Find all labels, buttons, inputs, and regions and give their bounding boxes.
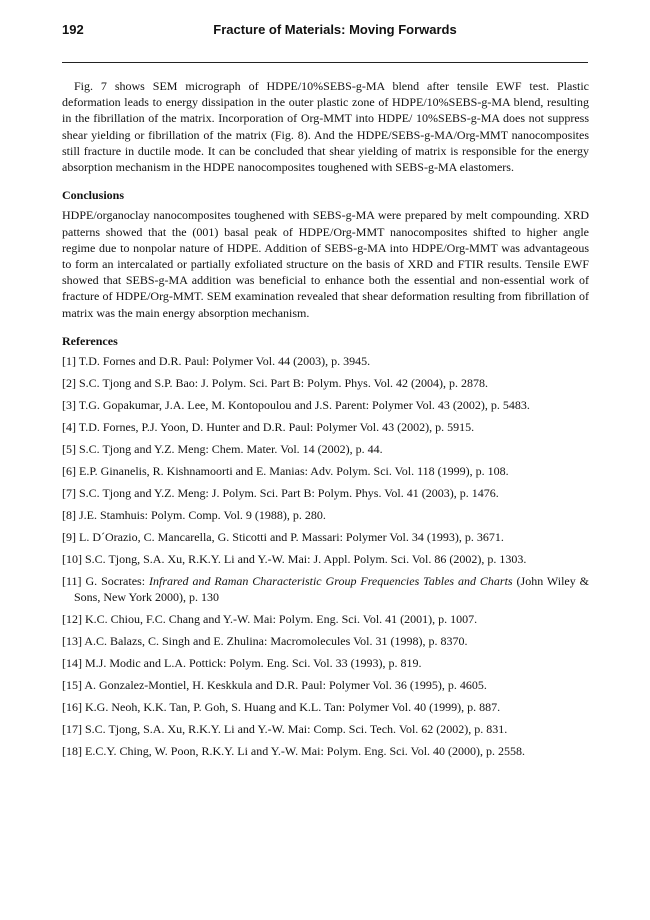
reference-item: [13] A.C. Balazs, C. Singh and E. Zhulina: Macromolecules Vol. 31 (1998), p. 8370. — [62, 634, 468, 649]
reference-item: [1] T.D. Fornes and D.R. Paul: Polymer Vol. 44 (2003), p. 3945. — [62, 354, 371, 369]
running-title: Fracture of Materials: Moving Forwards — [213, 22, 457, 37]
reference-item: [3] T.G. Gopakumar, J.A. Lee, M. Kontopoulou and J.S. Parent: Polymer Vol. 43 (2002), p. 5483. — [62, 398, 530, 413]
reference-list — [62, 353, 589, 759]
intro-paragraph: Fig. 7 shows SEM micrograph of HDPE/10%SEBS-g-MA blend after tensile EWF test. Plastic deformation leads to energy dissipation in the outer plastic zone of HDPE/10%SEBS-g-MA blend, resulting in the fibrillation of the matrix. Incorporation of Org-MMT into HDPE/ 10%SEBS-g-MA does not suppress shear yielding or fibrillation of the matrix (Fig. 8). And the HDPE/SEBS-g-MA/Org-MMT nanocomposites still fracture in ductile mode. It can be concluded that shear yielding of matrix is responsible for the energy absorption mechanism in the HDPE nanocomposites toughened with SEBS-g-MA elastomers. — [62, 79, 589, 175]
conclusions-heading: Conclusions — [62, 188, 125, 203]
reference-item: [8] J.E. Stamhuis: Polym. Comp. Vol. 9 (1988), p. 280. — [62, 508, 326, 523]
reference-item: [9] L. D´Orazio, C. Mancarella, G. Sticotti and P. Massari: Polymer Vol. 34 (1993), p. 3671. — [62, 530, 504, 545]
reference-item: [15] A. Gonzalez-Montiel, H. Keskkula and D.R. Paul: Polymer Vol. 36 (1995), p. 4605. — [62, 678, 487, 693]
main-content — [62, 78, 589, 759]
reference-item: [5] S.C. Tjong and Y.Z. Meng: Chem. Mater. Vol. 14 (2002), p. 44. — [62, 442, 383, 457]
reference-11-publisher: (John Wiley & Sons, New York 2000), p. 130 — [74, 574, 590, 605]
reference-item: [4] T.D. Fornes, P.J. Yoon, D. Hunter and D.R. Paul: Polymer Vol. 43 (2002), p. 5915. — [62, 420, 475, 435]
reference-item: [7] S.C. Tjong and Y.Z. Meng: J. Polym. Sci. Part B: Polym. Phys. Vol. 41 (2003), p. 1476. — [62, 486, 499, 501]
reference-11-title: Infrared and Raman Characteristic Group Frequencies Tables and Charts — [148, 574, 513, 589]
page-header — [62, 22, 588, 42]
reference-item — [62, 573, 589, 605]
conclusions-paragraph: HDPE/organoclay nanocomposites toughened with SEBS-g-MA were prepared by melt compounding. XRD patterns showed that the (001) basal peak of HDPE/Org-MMT nanocomposites shifted to higher angle regime due to nonpolar nature of HDPE. Addition of SEBS-g-MA into HDPE/Org-MMT was advantageous to form an intercalated or partially exfoliated structure on the basis of XRD and FTIR results. Tensile EWF showed that SEBS-g-MA addition was beneficial to enhance both the essential and non-essential work of fracture of HDPE/Org-MMT. SEM examination revealed that shear deformation resulting from fibrillation of matrix was the main energy absorption mechanism. — [62, 208, 589, 320]
reference-item: [12] K.C. Chiou, F.C. Chang and Y.-W. Mai: Polym. Eng. Sci. Vol. 41 (2001), p. 1007. — [62, 612, 478, 627]
reference-item: [6] E.P. Ginanelis, R. Kishnamoorti and E. Manias: Adv. Polym. Sci. Vol. 118 (1999), p. 108. — [62, 464, 509, 479]
reference-item: [14] M.J. Modic and L.A. Pottick: Polym. Eng. Sci. Vol. 33 (1993), p. 819. — [62, 656, 422, 671]
reference-11-author: [11] G. Socrates: — [62, 574, 149, 589]
page-number: 192 — [62, 22, 84, 37]
reference-item: [2] S.C. Tjong and S.P. Bao: J. Polym. Sci. Part B: Polym. Phys. Vol. 42 (2004), p. 2878. — [62, 376, 489, 391]
reference-item: [18] E.C.Y. Ching, W. Poon, R.K.Y. Li and Y.-W. Mai: Polym. Eng. Sci. Vol. 40 (2000), p. 2558. — [62, 744, 526, 759]
references-heading: References — [62, 333, 118, 348]
reference-item: [17] S.C. Tjong, S.A. Xu, R.K.Y. Li and Y.-W. Mai: Comp. Sci. Tech. Vol. 62 (2002), p. 831. — [62, 722, 508, 737]
reference-item: [16] K.G. Neoh, K.K. Tan, P. Goh, S. Huang and K.L. Tan: Polymer Vol. 40 (1999), p. 887. — [62, 700, 501, 715]
reference-item: [10] S.C. Tjong, S.A. Xu, R.K.Y. Li and Y.-W. Mai: J. Appl. Polym. Sci. Vol. 86 (2002), p. 1303. — [62, 552, 527, 567]
header-rule — [62, 62, 588, 63]
